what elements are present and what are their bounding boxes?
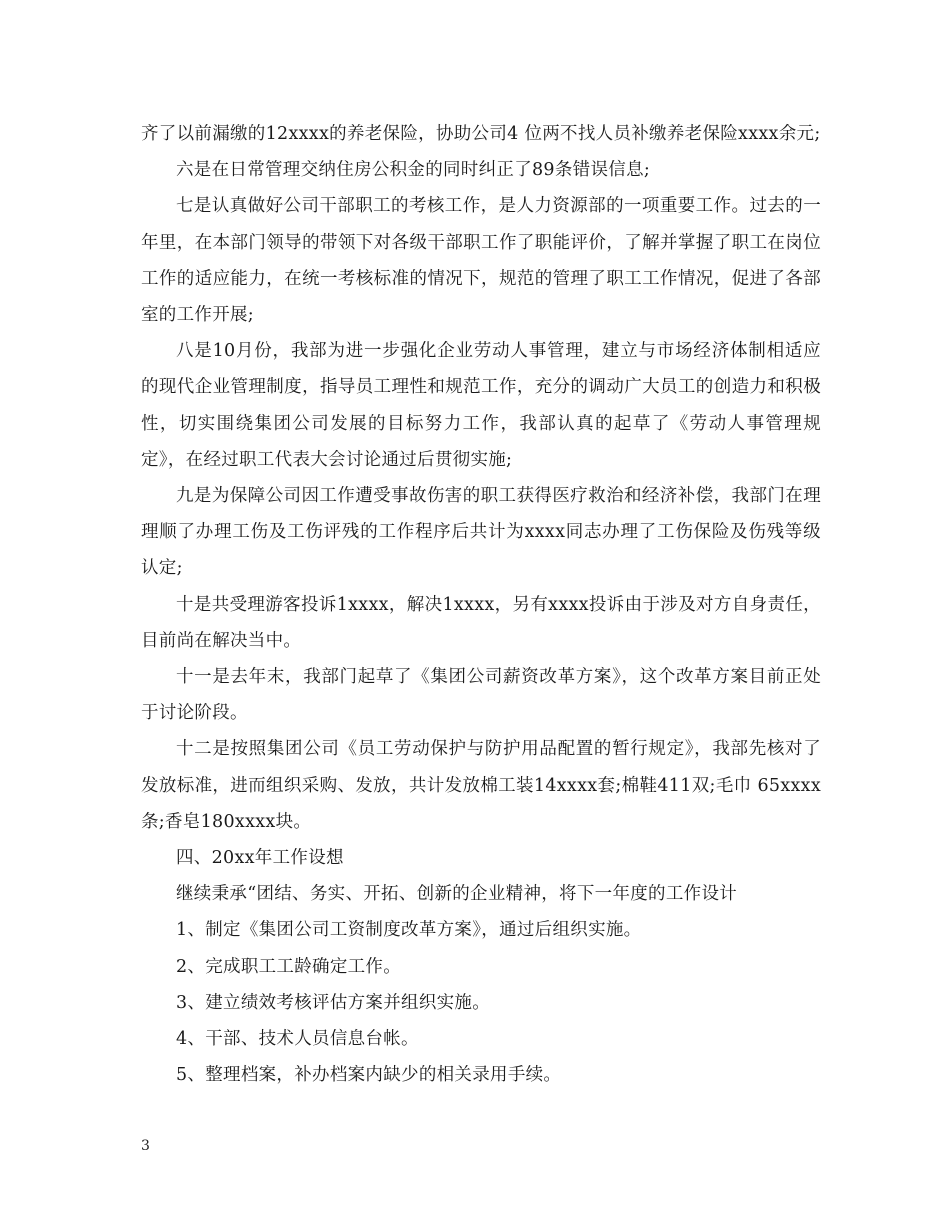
section-heading: 四、20xx年工作设想 — [176, 848, 344, 869]
list-item-3: 3、建立绩效考核评估方案并组织实施。 — [176, 992, 491, 1013]
paragraph-10: 继续秉承“团结、务实、开拓、创新的企业精神，将下一年度的工作设计 — [176, 884, 738, 905]
list-item-1: 1、制定《集团公司工资制度改革方案》，通过后组织实施。 — [176, 920, 642, 941]
paragraph-3: 七是认真做好公司干部职工的考核工作，是人力资源部的一项重要工作。过去的一年里，在本部门领导的带领下对各级干部职工作了职能评价，了解并掌握了职工在岗位工作的适应能力，在统一考核标准的情况下，规范的管理了职工工作情况，促进了各部室的工作开展; — [141, 196, 821, 326]
document-body — [141, 116, 821, 1093]
list-item-4: 4、干部、技术人员信息台帐。 — [176, 1029, 419, 1050]
paragraph-8: 十二是按照集团公司《员工劳动保护与防护用品配置的暂行规定》，我部先核对了发放标准，进而组织采购、发放，共计发放棉工装14xxxx套;棉鞋411双;毛巾 65xxxx条;香皂180xxxx块。 — [141, 739, 821, 832]
paragraph-2: 六是在日常管理交纳住房公积金的同时纠正了89条错误信息; — [176, 160, 651, 181]
list-item-5: 5、整理档案，补办档案内缺少的相关录用手续。 — [176, 1065, 562, 1086]
paragraph-4: 八是10月份，我部为进一步强化企业劳动人事管理，建立与市场经济体制相适应的现代企业管理制度，指导员工理性和规范工作，充分的调动广大员工的创造力和积极性，切实围绕集团公司发展的目标努力工作，我部认真的起草了《劳动人事管理规定》，在经过职工代表大会讨论通过后贯彻实施; — [141, 341, 821, 470]
paragraph-1: 齐了以前漏缴的12xxxx的养老保险，协助公司4 位两不找人员补缴养老保险xxxx余元; — [141, 124, 821, 144]
paragraph-7: 十一是去年末，我部门起草了《集团公司薪资改革方案》，这个改革方案目前正处于讨论阶段。 — [141, 667, 821, 724]
paragraph-5: 九是为保障公司因工作遭受事故伤害的职工获得医疗救治和经济补偿，我部门在理理顺了办理工伤及工伤评残的工作程序后共计为xxxx同志办理了工伤保险及伤残等级认定; — [141, 486, 821, 579]
paragraph-6: 十是共受理游客投诉1xxxx，解决1xxxx，另有xxxx投诉由于涉及对方自身责任，目前尚在解决当中。 — [141, 594, 821, 651]
list-item-2: 2、完成职工工龄确定工作。 — [176, 956, 402, 977]
page-number: 3 — [141, 1138, 150, 1154]
